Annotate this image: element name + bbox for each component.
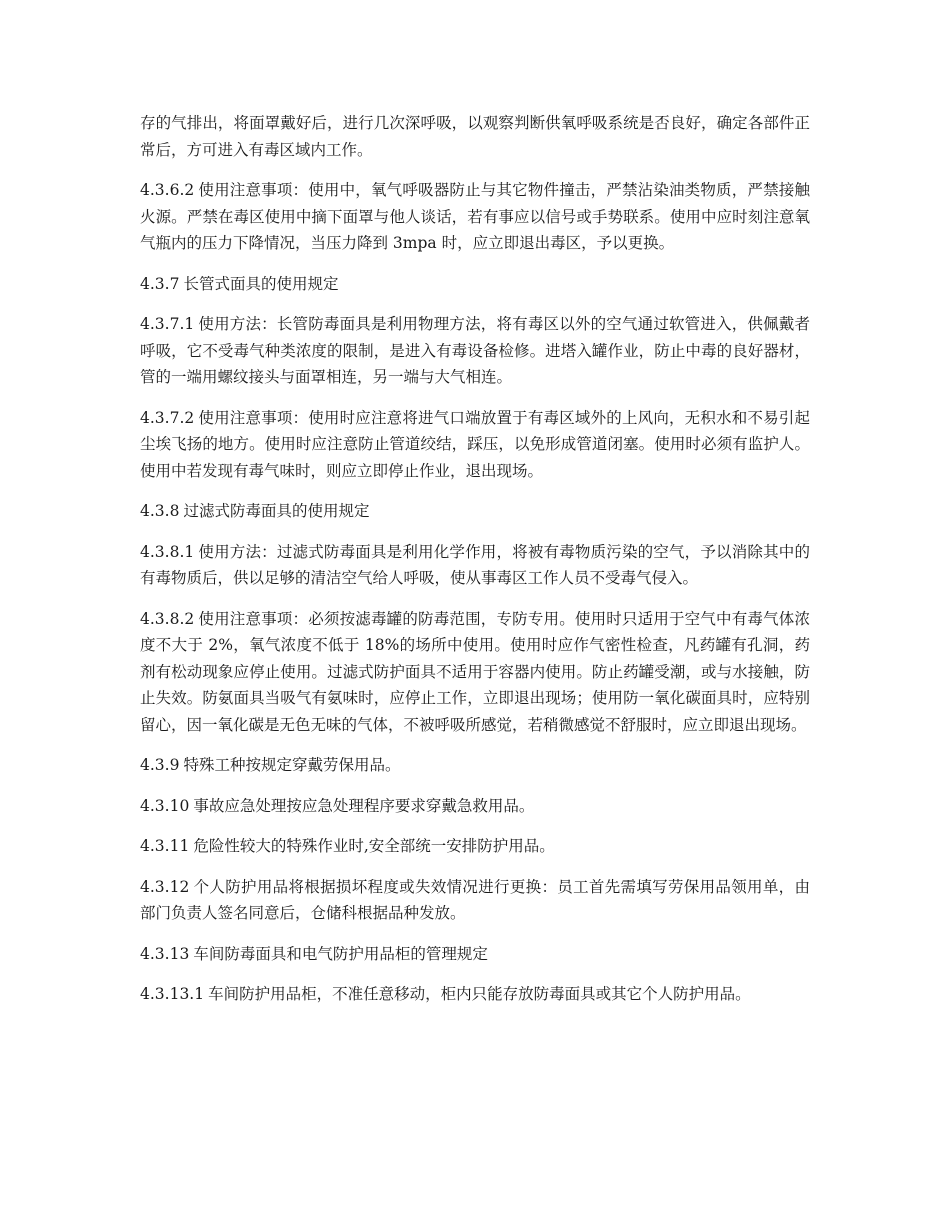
section-number: 4.3.7.1: [140, 315, 195, 333]
section-number: 4.3.7.2: [140, 408, 195, 427]
heading-text: 车间防毒面具和电气防护用品柜的管理规定: [193, 944, 488, 963]
paragraph-4-3-13-1: [140, 981, 810, 1008]
section-number: 4.3.11: [140, 837, 190, 855]
section-number: 4.3.8.1: [140, 542, 195, 561]
paragraph-continuation: 存的气排出，将面罩戴好后，进行几次深呼吸，以观察判断供氧呼吸系统是否良好，确定各部件正常后，方可进入有毒区域内工作。: [140, 114, 810, 159]
heading-text: 过滤式防毒面具的使用规定: [183, 502, 370, 520]
paragraph-4-3-8-1: [140, 539, 810, 592]
paragraph-4-3-6-2: [140, 177, 810, 257]
paragraph-text: 使用注意事项：必须按滤毒罐的防毒范围，专防专用。使用时只适用于空气中有毒气体浓度不大于 2%，氧气浓度不低于 18%的场所中使用。使用时应作气密性检查，凡药罐有孔洞，药剂有松动现象应停止使用。过滤式防护面具不适用于容器内使用。防止药罐受潮，或与水接触，防止失效。防氨面具当吸气有氨味时，应停止工作，立即退出现场；使用防一氧化碳面具时，应特别留心，因一氧化碳是无色无味的气体，不被呼吸所感觉，若稍微感觉不舒服时，应立即退出现场。: [140, 609, 810, 734]
section-number: 4.3.9: [140, 756, 180, 774]
document-body: [140, 110, 810, 1022]
paragraph-text: 危险性较大的特殊作业时,安全部统一安排防护用品。: [193, 837, 555, 855]
paragraph-text: 使用注意事项：使用中，氧气呼吸器防止与其它物件撞击，严禁沾染油类物质，严禁接触火源。严禁在毒区使用中摘下面罩与他人谈话，若有事应以信号或手势联系。使用中应时刻注意氧气瓶内的压力下降情况，当压力降到 3mpa 时，应立即退出毒区，予以更换。: [140, 181, 810, 252]
section-number: 4.3.10: [140, 796, 190, 815]
section-number: 4.3.8.2: [140, 609, 195, 628]
paragraph-text: 个人防护用品将根据损坏程度或失效情况进行更换：员工首先需填写劳保用品领用单，由部门负责人签名同意后，仓储科根据品种发放。: [140, 877, 810, 922]
paragraph-4-3-7-2: [140, 405, 810, 485]
paragraph-text: 事故应急处理按应急处理程序要求穿戴急救用品。: [193, 796, 535, 815]
paragraph-4-3-12: [140, 874, 810, 927]
section-number: 4.3.13: [140, 944, 190, 963]
paragraph-text: 使用方法：长管防毒面具是利用物理方法，将有毒区以外的空气通过软管进入，供佩戴者呼吸，它不受毒气种类浓度的限制，是进入有毒设备检修。进塔入罐作业，防止中毒的良好器材，管的一端用螺纹接头与面罩相连，另一端与大气相连。: [140, 315, 810, 386]
section-number: 4.3.13.1: [140, 985, 205, 1003]
section-number: 4.3.7: [140, 274, 180, 293]
paragraph-text: 使用注意事项：使用时应注意将进气口端放置于有毒区域外的上风向，无积水和不易引起尘埃飞扬的地方。使用时应注意防止管道绞结，踩压，以免形成管道闭塞。使用时必须有监护人。使用中若发现有毒气味时，则应立即停止作业，退出现场。: [140, 408, 810, 480]
section-number: 4.3.8: [140, 502, 180, 520]
heading-4-3-8: [140, 498, 810, 525]
paragraph-4-3-9: [140, 752, 810, 779]
section-number: 4.3.12: [140, 877, 190, 896]
heading-4-3-13: [140, 941, 810, 968]
paragraph-4-3-10: [140, 793, 810, 820]
paragraph-4-3-7-1: [140, 311, 810, 391]
paragraph-4-3-8-2: [140, 606, 810, 739]
paragraph-text: 使用方法：过滤式防毒面具是利用化学作用，将被有毒物质污染的空气，予以消除其中的有毒物质后，供以足够的清洁空气给人呼吸，使从事毒区工作人员不受毒气侵入。: [140, 542, 810, 587]
heading-text: 长管式面具的使用规定: [183, 274, 339, 293]
paragraph-text: 特殊工种按规定穿戴劳保用品。: [183, 756, 401, 774]
heading-4-3-7: [140, 271, 810, 298]
section-number: 4.3.6.2: [140, 181, 195, 199]
paragraph-text: 车间防护用品柜，不准任意移动，柜内只能存放防毒面具或其它个人防护用品。: [208, 985, 751, 1003]
paragraph-4-3-11: [140, 833, 810, 860]
